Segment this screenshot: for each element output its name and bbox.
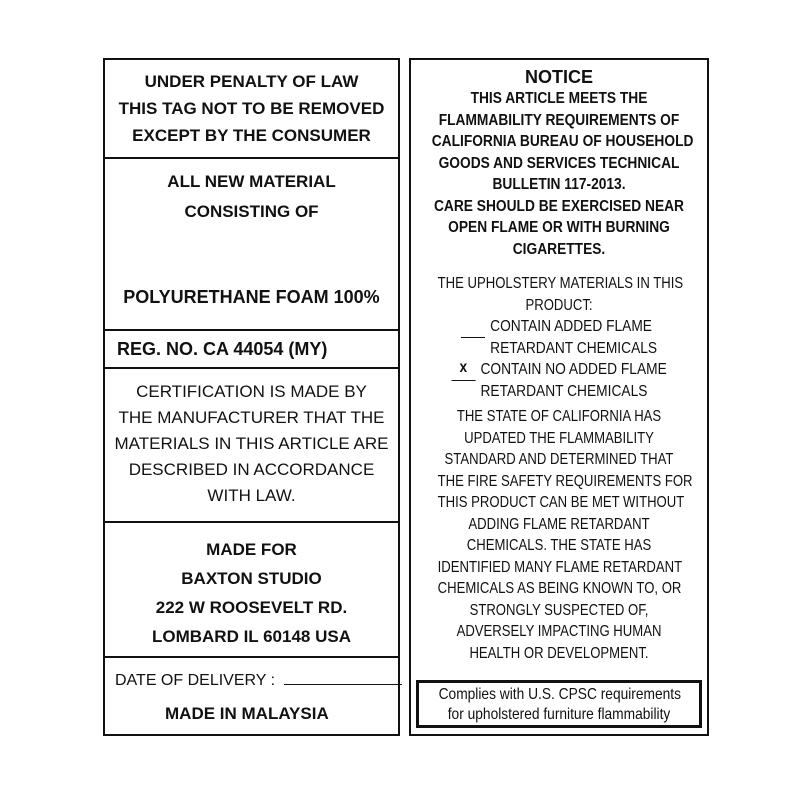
notice-line: GOODS AND SERVICES TECHNICAL bbox=[438, 154, 680, 172]
checkbox-checked: x bbox=[451, 359, 475, 381]
upholstery-intro: THE UPHOLSTERY MATERIALS IN THIS bbox=[437, 275, 684, 292]
material-heading: ALL NEW MATERIAL bbox=[167, 172, 336, 191]
option-no-added-flame-retardant bbox=[432, 359, 687, 402]
company-city: LOMBARD IL 60148 USA bbox=[151, 627, 351, 646]
notice-line: CIGARETTES. bbox=[512, 240, 606, 258]
state-line: IDENTIFIED MANY FLAME RETARDANT bbox=[437, 558, 683, 576]
state-line: THE STATE OF CALIFORNIA HAS bbox=[456, 408, 662, 425]
notice-line: CALIFORNIA BUREAU OF HOUSEHOLD bbox=[431, 133, 694, 150]
state-line: CHEMICALS. THE STATE HAS bbox=[466, 537, 652, 554]
company-name: BAXTON STUDIO bbox=[181, 569, 322, 588]
certification-section bbox=[105, 369, 398, 523]
state-statement bbox=[411, 406, 707, 664]
notice-block bbox=[411, 66, 707, 260]
upholstery-block bbox=[411, 273, 707, 664]
right-notice-panel bbox=[409, 58, 709, 736]
registration-number: REG. NO. CA 44054 (MY) bbox=[117, 339, 328, 359]
left-tag-panel bbox=[103, 58, 400, 736]
state-line: ADVERSELY IMPACTING HUMAN bbox=[456, 623, 662, 640]
delivery-section bbox=[105, 658, 398, 734]
company-street: 222 W ROOSEVELT RD. bbox=[155, 598, 348, 617]
country-of-origin: MADE IN MALAYSIA bbox=[165, 704, 329, 723]
certification-line: WITH LAW. bbox=[207, 486, 296, 505]
warning-line: THIS TAG NOT TO BE REMOVED bbox=[118, 99, 385, 118]
certification-line: DESCRIBED IN ACCORDANCE bbox=[128, 460, 375, 479]
notice-line: FLAMMABILITY REQUIREMENTS OF bbox=[438, 111, 680, 129]
state-line: THIS PRODUCT CAN BE MET WITHOUT bbox=[437, 494, 685, 511]
certification-line: MATERIALS IN THIS ARTICLE ARE bbox=[114, 434, 389, 453]
legal-warning-section bbox=[105, 60, 398, 159]
state-line: STANDARD AND DETERMINED THAT bbox=[444, 451, 674, 468]
made-for-section bbox=[105, 523, 398, 658]
made-for-label: MADE FOR bbox=[206, 540, 297, 559]
option-added-flame-retardant bbox=[432, 316, 687, 359]
registration-section bbox=[105, 331, 398, 369]
option-text: RETARDANT CHEMICALS bbox=[480, 382, 648, 400]
notice-line: BULLETIN 117-2013. bbox=[492, 176, 626, 193]
material-section bbox=[105, 159, 398, 331]
certification-line: CERTIFICATION IS MADE BY bbox=[136, 382, 367, 401]
checkbox-blank bbox=[461, 316, 485, 338]
state-line: STRONGLY SUSPECTED OF, bbox=[469, 601, 649, 619]
state-line: ADDING FLAME RETARDANT bbox=[468, 515, 650, 533]
notice-line: CARE SHOULD BE EXERCISED NEAR bbox=[433, 197, 684, 215]
upholstery-intro: PRODUCT: bbox=[525, 296, 593, 314]
notice-title: NOTICE bbox=[524, 67, 593, 87]
material-content: POLYURETHANE FOAM 100% bbox=[123, 287, 380, 307]
state-line: HEALTH OR DEVELOPMENT. bbox=[469, 644, 649, 662]
delivery-label: DATE OF DELIVERY : bbox=[115, 672, 276, 689]
option-text: CONTAIN ADDED FLAME bbox=[490, 318, 652, 335]
cpsc-line: Complies with U.S. CPSC requirements bbox=[438, 686, 682, 703]
delivery-date-blank bbox=[284, 670, 402, 685]
option-text: CONTAIN NO ADDED FLAME bbox=[480, 361, 667, 378]
notice-line: THIS ARTICLE MEETS THE bbox=[470, 90, 648, 107]
material-heading: CONSISTING OF bbox=[184, 202, 319, 221]
state-line: CHEMICALS AS BEING KNOWN TO, OR bbox=[437, 580, 682, 597]
state-line: THE FIRE SAFETY REQUIREMENTS FOR bbox=[437, 472, 693, 490]
delivery-row bbox=[115, 670, 402, 690]
cpsc-compliance-box bbox=[416, 680, 702, 728]
notice-line: OPEN FLAME OR WITH BURNING bbox=[448, 219, 670, 236]
state-line: UPDATED THE FLAMMABILITY bbox=[464, 429, 654, 447]
warning-line: UNDER PENALTY OF LAW bbox=[144, 72, 359, 91]
certification-line: THE MANUFACTURER THAT THE bbox=[118, 408, 385, 427]
cpsc-line: for upholstered furniture flammability bbox=[447, 706, 671, 723]
warning-line: EXCEPT BY THE CONSUMER bbox=[132, 126, 371, 145]
option-text: RETARDANT CHEMICALS bbox=[490, 339, 658, 357]
